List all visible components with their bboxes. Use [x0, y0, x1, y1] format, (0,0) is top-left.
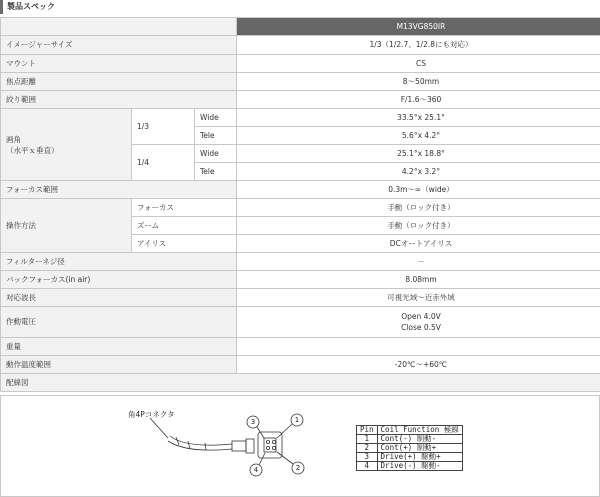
model-name: M13VG850IR	[237, 18, 600, 36]
function-cell: Drive(+) 駆動+	[377, 453, 462, 462]
back-focus-label: バックフォーカス(in air)	[1, 271, 237, 289]
mount-value: CS	[237, 55, 600, 73]
pin-cell: 4	[357, 462, 378, 471]
wavelength-label: 対応波長	[1, 289, 237, 307]
weight-label: 重量	[1, 338, 237, 356]
sensor-13-label: 1/3	[132, 109, 195, 145]
function-cell: Cont(-) 制動-	[377, 435, 462, 444]
focal-length-value: 8～50mm	[237, 73, 600, 91]
voltage-label: 作動電圧	[1, 307, 237, 338]
voltage-close: Close 0.5V	[401, 323, 441, 332]
connector-label: 角4Pコネクタ	[128, 410, 175, 419]
angle-14-tele-value: 4.2°x 3.2°	[237, 163, 600, 181]
pin-number-1: 1	[294, 416, 300, 424]
focus-op-value: 手動（ロック付き）	[237, 199, 600, 217]
voltage-open: Open 4.0V	[401, 312, 441, 321]
pin-number-3: 3	[250, 418, 256, 426]
function-cell: Cont(+) 制動+	[377, 444, 462, 453]
focus-range-value: 0.3m～∞（wide）	[237, 181, 600, 199]
function-header: Coil Function 極線	[377, 426, 462, 435]
zoom-op-value: 手動（ロック付き）	[237, 217, 600, 235]
temperature-value: -20℃～+60℃	[237, 356, 600, 374]
wiring-label: 配線図	[1, 374, 600, 392]
zoom-op-label: ズーム	[132, 217, 237, 235]
focus-range-label: フォーカス範囲	[1, 181, 237, 199]
angle-label-line1: 画角	[6, 134, 21, 144]
focal-length-label: 焦点距離	[1, 73, 237, 91]
mount-label: マウント	[1, 55, 237, 73]
pin-function-table	[356, 425, 463, 471]
section-heading: 製品スペック	[0, 0, 600, 14]
tele-label: Tele	[195, 163, 237, 181]
angle-label-line2: （水平ｘ垂直）	[6, 145, 59, 155]
pin-cell: 2	[357, 444, 378, 453]
filter-thread-value: －	[237, 253, 600, 271]
focus-op-label: フォーカス	[132, 199, 237, 217]
temperature-label: 動作温度範囲	[1, 356, 237, 374]
function-cell: Drive(-) 駆動-	[377, 462, 462, 471]
angle-14-wide-value: 25.1°x 18.8°	[237, 145, 600, 163]
angle-13-wide-value: 33.5°x 25.1°	[237, 109, 600, 127]
iris-op-value: DCオートアイリス	[237, 235, 600, 253]
imager-size-value: 1/3（1/2.7、1/2.8にも対応）	[237, 36, 600, 55]
filter-thread-label: フィルターネジ径	[1, 253, 237, 271]
pin-header: Pin	[357, 426, 378, 435]
pin-number-2: 2	[295, 464, 301, 472]
table-row	[357, 462, 463, 471]
aperture-value: F/1.6～360	[237, 91, 600, 109]
aperture-label: 絞り範囲	[1, 91, 237, 109]
iris-op-label: アイリス	[132, 235, 237, 253]
tele-label: Tele	[195, 127, 237, 145]
angle-13-tele-value: 5.6°x 4.2°	[237, 127, 600, 145]
imager-size-label: イメージャーサイズ	[1, 36, 237, 55]
wide-label: Wide	[195, 109, 237, 127]
pin-number-4: 4	[253, 466, 259, 474]
back-focus-value: 8.08mm	[237, 271, 600, 289]
sensor-14-label: 1/4	[132, 145, 195, 181]
operation-label: 操作方法	[1, 199, 132, 253]
wide-label: Wide	[195, 145, 237, 163]
pin-cell: 1	[357, 435, 378, 444]
pin-cell: 3	[357, 453, 378, 462]
wavelength-value: 可視光域～近赤外域	[237, 289, 600, 307]
